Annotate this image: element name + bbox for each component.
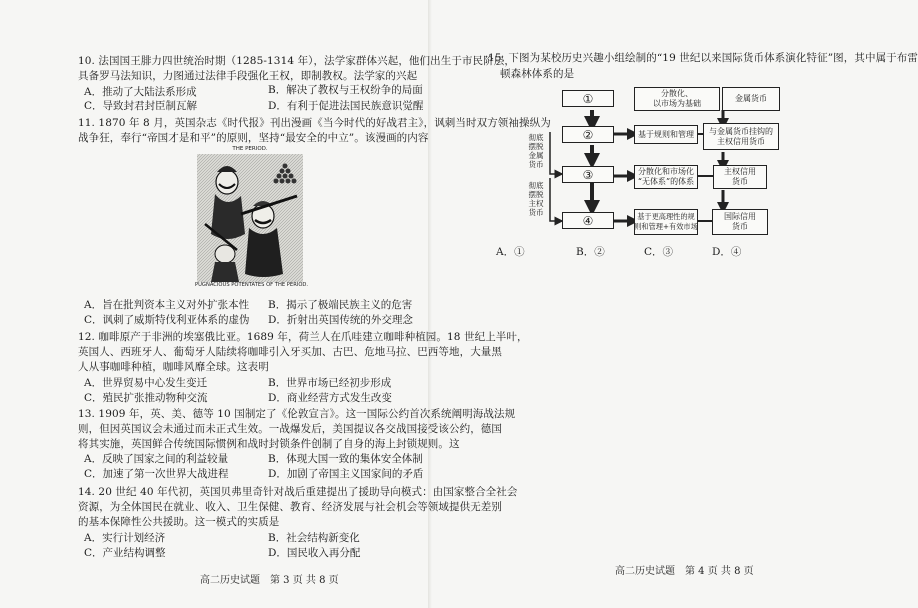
q10-option-c: C．导致封君封臣制瓦解	[84, 100, 198, 112]
q13-option-c: C．加速了第一次世界大战进程	[84, 468, 229, 480]
q10-option-b: B．解决了教权与王权纷争的局面	[268, 84, 423, 96]
cartoon-caption: PUGNACIOUS POTENTATES OF THE PERIOD.	[195, 282, 309, 288]
flow-node-3: ③	[562, 166, 614, 183]
q13-option-a: A．反映了国家之间的利益较量	[84, 453, 229, 465]
flow-node-1: ①	[562, 90, 614, 107]
q11-option-b: B．揭示了极端民族主义的危害	[268, 299, 413, 311]
q11-stem-line1: 11. 1870 年 8 月，英国杂志《时代报》刊出漫画《当今时代的好战君主》，讽刺当时双方领袖操纵为	[78, 117, 551, 129]
flow-node-3-feature: 分散化和市场化 “无体系”的体系	[634, 165, 698, 189]
page-footer-right: 高二历史试题 第 4 页 共 8 页	[615, 566, 754, 577]
q15-option-c: C．③	[644, 246, 674, 258]
q13-stem-line2: 则，但因英国议会未通过而未正式生效。一战爆发后，美国提议各交战国接受该公约，德国	[78, 423, 502, 435]
q15-stem-line1: 15. 下图为某校历史兴趣小组绘制的“19 世纪以来国际货币体系演化特征”图，其中属于布雷	[488, 52, 918, 64]
flow-node-4-currency: 国际信用 货币	[712, 209, 768, 235]
q12-option-a: A．世界贸易中心发生变迁	[84, 377, 208, 389]
flow-node-4-feature: 基于更高理性的规 则和管理+有效市场	[634, 209, 698, 235]
q15-option-d: D．④	[712, 246, 742, 258]
political-cartoon	[195, 146, 309, 292]
q10-stem-line1: 10. 法国国王腓力四世统治时期（1285-1314 年），法学家群体兴起，他们出生于市民阶层，	[78, 55, 515, 67]
page-footer-left: 高二历史试题 第 3 页 共 8 页	[200, 575, 339, 586]
q15-stem-line2: 顿森林体系的是	[500, 68, 575, 80]
q14-option-b: B．社会结构新变化	[268, 532, 360, 544]
flow-node-2-currency: 与金属货币挂钩的 主权信用货币	[703, 123, 779, 150]
q12-option-c: C．殖民扩张推动物种交流	[84, 392, 208, 404]
flow-side-label-1: 彻底 摆脱 金属 货币	[528, 133, 544, 169]
q12-stem-line3: 人从事咖啡种植，咖啡风靡全球。这表明	[78, 361, 269, 373]
flow-node-4: ④	[562, 212, 614, 229]
q14-option-a: A．实行计划经济	[84, 532, 166, 544]
q14-stem-line1: 14. 20 世纪 40 年代初，英国贝弗里奇针对战后重建提出了援助导向模式：由国家整合全社会	[78, 486, 518, 498]
q13-stem-line1: 13. 1909 年，英、美、德等 10 国制定了《伦敦宣言》。这一国际公约首次系统阐明海战法规	[78, 408, 516, 420]
q11-option-d: D．折射出英国传统的外交理念	[268, 314, 413, 326]
q12-stem-line2: 英国人、西班牙人、葡萄牙人陆续将咖啡引入牙买加、古巴、危地马拉、巴西等地，大量黑	[78, 346, 502, 358]
flow-node-1-currency: 金属货币	[722, 87, 780, 111]
flow-node-1-feature: 分散化、 以市场为基础	[634, 87, 720, 111]
q12-option-b: B．世界市场已经初步形成	[268, 377, 392, 389]
flow-side-label-2: 彻底 摆脱 主权 货币	[528, 181, 544, 217]
q11-stem-line2: 战争狂，奉行“帝国才是和平”的原则，坚持“最安全的中立”。该漫画的内容	[78, 132, 429, 144]
flow-node-2-feature: 基于规则和管理	[634, 125, 698, 144]
q14-option-d: D．国民收入再分配	[268, 547, 361, 559]
q12-option-d: D．商业经营方式发生改变	[268, 392, 392, 404]
cartoon-title: THE PERIOD.	[232, 146, 268, 152]
flow-node-2: ②	[562, 126, 614, 143]
cartoon-illustration	[197, 154, 303, 282]
q13-option-b: B．体现大国一致的集体安全体制	[268, 453, 423, 465]
q13-option-d: D．加剧了帝国主义国家间的矛盾	[268, 468, 424, 480]
q15-option-b: B．②	[576, 246, 605, 258]
q14-stem-line3: 的基本保障性公共援助。这一模式的实质是	[78, 516, 280, 528]
flow-node-3-currency: 主权信用 货币	[713, 165, 767, 189]
q11-option-c: C．讽刺了威斯特伐利亚体系的虚伪	[84, 314, 250, 326]
q10-stem-line2: 具备罗马法知识，力图通过法律手段强化王权，即制教权。法学家的兴起	[78, 70, 418, 82]
q13-stem-line3: 将其实施，英国鲜合传统国际惯例和战时封锁条件创制了自身的海上封锁规则。这	[78, 438, 460, 450]
q10-option-d: D．有利于促进法国民族意识觉醒	[268, 100, 424, 112]
q12-stem-line1: 12. 咖啡原产于非洲的埃塞俄比亚。1689 年，荷兰人在爪哇建立咖啡种植园。18 世纪上半叶，	[78, 331, 528, 343]
q14-stem-line2: 资源，为全体国民在就业、收入、卫生保健、教育、经济发展与社会机会等领域提供无差别	[78, 501, 502, 513]
q15-option-a: A．①	[496, 246, 525, 258]
q11-option-a: A．旨在批判资本主义对外扩张本性	[84, 299, 250, 311]
q14-option-c: C．产业结构调整	[84, 547, 166, 559]
q10-option-a: A．推动了大陆法系形成	[84, 86, 197, 98]
exam-page-4	[430, 0, 918, 608]
